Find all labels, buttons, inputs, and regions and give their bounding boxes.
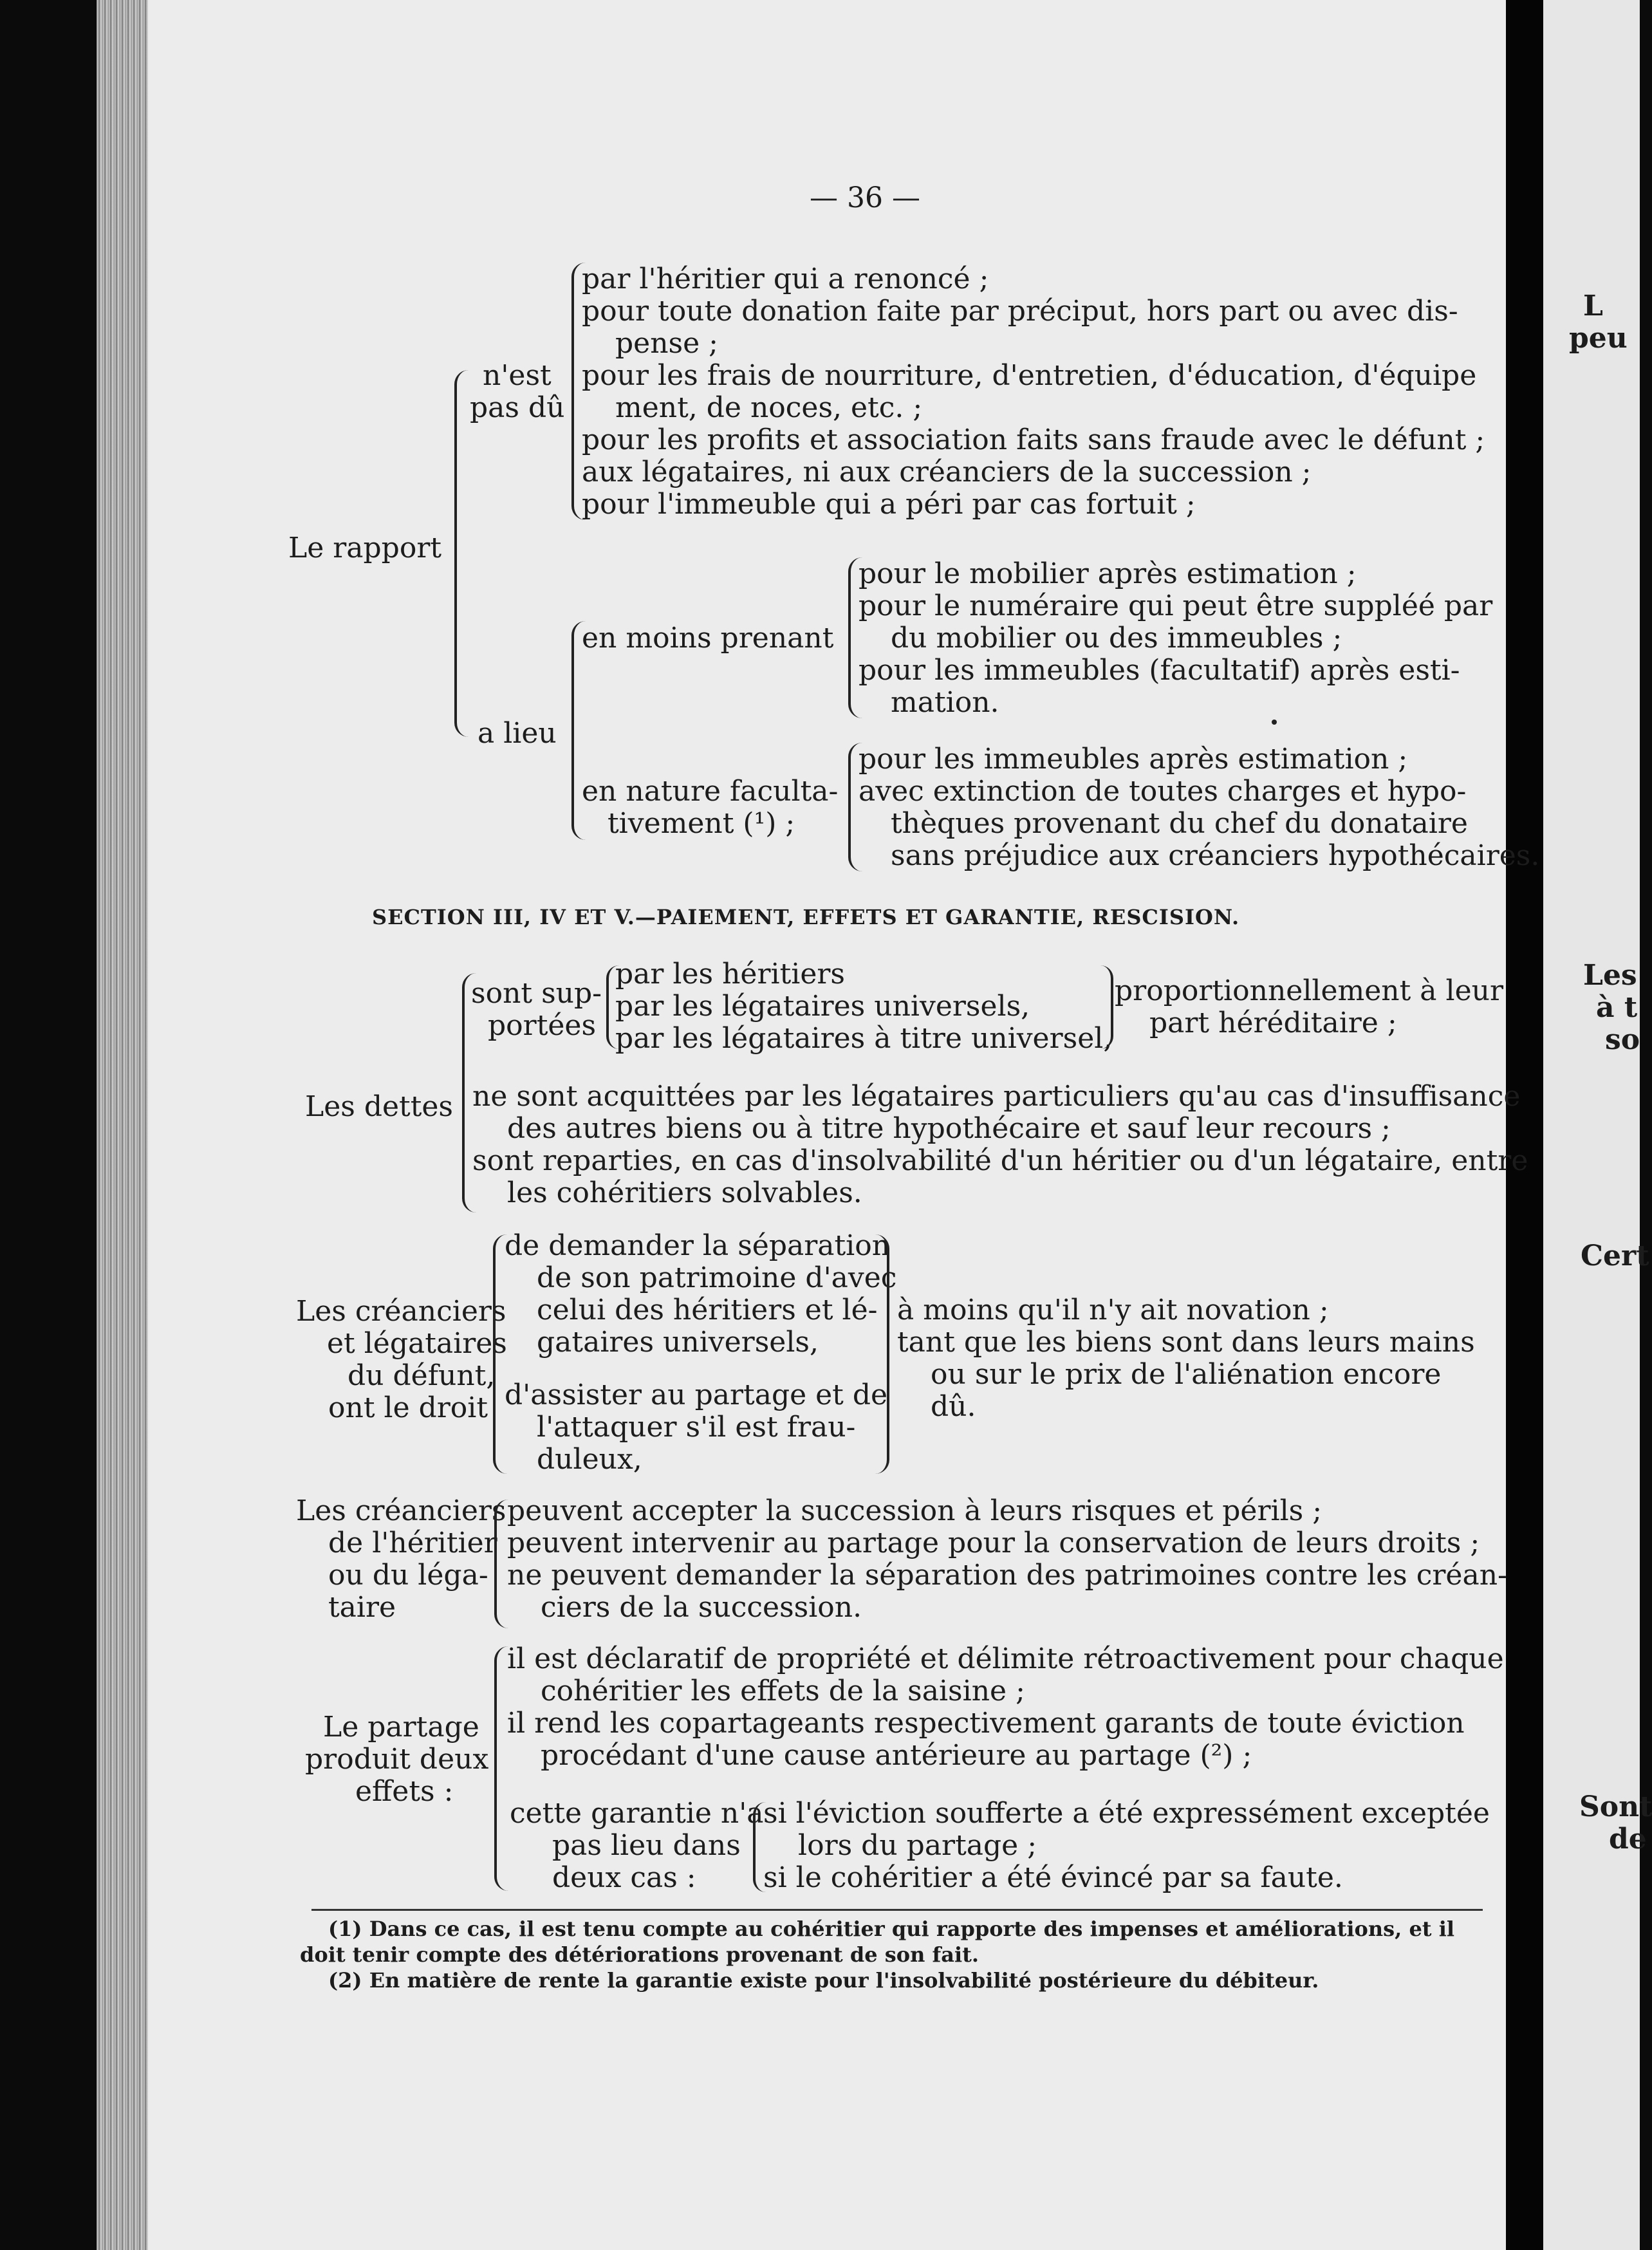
defunt-right: à moins qu'il n'y ait novation ; <box>897 1294 1329 1326</box>
rapport-item: ment, de noces, etc. ; <box>615 391 923 424</box>
garantie-label: cette garantie n'a <box>510 1797 764 1830</box>
heritier-line: peuvent accepter la succession à leurs risques et périls ; <box>507 1494 1323 1527</box>
facing-fragment: so <box>1605 1023 1640 1056</box>
partage-line: il est déclaratif de propriété et délimite rétroactivement pour chaque <box>507 1642 1504 1675</box>
facing-fragment: Les <box>1583 959 1637 992</box>
page-number: — 36 — <box>810 181 920 214</box>
a-lieu-label: a lieu <box>478 717 557 750</box>
partage-head: effets : <box>355 1775 454 1808</box>
footnote: doit tenir compte des détériorations provenant de son fait. <box>300 1942 979 1967</box>
partage-head: Le partage <box>323 1711 479 1743</box>
par-item: par les légataires universels, <box>615 990 1030 1023</box>
proportion-text: proportionnellement à leur <box>1115 974 1503 1007</box>
defunt-right: tant que les biens sont dans leurs mains <box>897 1326 1475 1359</box>
garantie-label: deux cas : <box>552 1861 696 1894</box>
en-nature-label-2: tivement (¹) ; <box>608 807 795 840</box>
moins-item: pour le numéraire qui peut être suppléé par <box>858 590 1493 622</box>
defunt-right: ou sur le prix de l'aliénation encore <box>931 1358 1442 1391</box>
rapport-item: pense ; <box>615 327 718 360</box>
rapport-item: aux légataires, ni aux créanciers de la succession ; <box>582 456 1312 488</box>
rapport-head: Le rapport <box>288 532 442 564</box>
page-stack-edge <box>97 0 148 2250</box>
garantie-label: pas lieu dans <box>552 1829 741 1862</box>
moins-prenant-label: en moins prenant <box>582 622 834 655</box>
heritier-line: peuvent intervenir au partage pour la conservation de leurs droits ; <box>507 1527 1480 1559</box>
facing-fragment: Sont <box>1579 1790 1652 1823</box>
cas-line: lors du partage ; <box>798 1829 1037 1862</box>
rapport-item: par l'héritier qui a renoncé ; <box>582 263 989 295</box>
moins-item: pour les immeubles (facultatif) après esti- <box>858 654 1460 687</box>
par-item: par les héritiers <box>615 958 845 990</box>
defunt-right: dû. <box>931 1390 976 1423</box>
ink-dot <box>1272 720 1277 725</box>
defunt-left: duleux, <box>537 1443 642 1476</box>
book-gutter <box>1506 0 1543 2250</box>
nature-item: sans préjudice aux créanciers hypothécaires. <box>891 839 1540 872</box>
section-title: SECTION III, IV ET V.—PAIEMENT, EFFETS ET GARANTIE, RESCISION. <box>372 905 1240 929</box>
creanciers-defunt-brace <box>493 1234 508 1474</box>
footnote-rule <box>311 1909 1483 1911</box>
defunt-left: celui des héritiers et lé- <box>537 1294 878 1326</box>
rapport-item: pour les profits et association faits sans fraude avec le défunt ; <box>582 423 1485 456</box>
facing-fragment: à t <box>1596 991 1638 1024</box>
defunt-left: de demander la séparation <box>505 1229 891 1262</box>
defunt-left: gataires universels, <box>537 1326 819 1359</box>
cas-line: si le cohéritier a été évincé par sa faute. <box>763 1861 1343 1894</box>
defunt-left: de son patrimoine d'avec <box>537 1261 897 1294</box>
dettes-head: Les dettes <box>305 1090 454 1123</box>
partage-line: cohéritier les effets de la saisine ; <box>541 1675 1025 1707</box>
moins-item: du mobilier ou des immeubles ; <box>891 622 1342 655</box>
moins-item: mation. <box>891 686 999 719</box>
footnote: (1) Dans ce cas, il est tenu compte au cohéritier qui rapporte des impenses et améliorations, et il <box>328 1917 1455 1941</box>
facing-fragment: L <box>1583 290 1603 322</box>
heritier-line: ciers de la succession. <box>541 1591 862 1624</box>
en-nature-label: en nature faculta- <box>582 775 839 808</box>
creanciers-heritier-head: Les créanciers <box>296 1494 506 1527</box>
partage-line: procédant d'une cause antérieure au partage (²) ; <box>541 1739 1252 1772</box>
partage-head: produit deux <box>305 1743 489 1776</box>
nature-item: pour les immeubles après estimation ; <box>858 743 1408 776</box>
proportion-text-2: part héréditaire ; <box>1149 1007 1397 1039</box>
defunt-left: d'assister au partage et de <box>505 1379 888 1411</box>
creanciers-defunt-head: Les créanciers <box>296 1295 506 1328</box>
footnote: (2) En matière de rente la garantie existe pour l'insolvabilité postérieure du débiteur. <box>328 1968 1319 1993</box>
rapport-item: pour les frais de nourriture, d'entretien, d'éducation, d'équipe <box>582 359 1477 392</box>
creanciers-heritier-head: ou du léga- <box>328 1559 488 1592</box>
moins-item: pour le mobilier après estimation ; <box>858 557 1357 590</box>
defunt-left: l'attaquer s'il est frau- <box>537 1411 856 1444</box>
partage-line: il rend les copartageants respectivement garants de toute éviction <box>507 1707 1465 1740</box>
creanciers-defunt-head: ont le droit <box>328 1391 488 1424</box>
creanciers-heritier-head: de l'héritier <box>328 1527 497 1559</box>
rapport-item: pour toute donation faite par préciput, hors part ou avec dis- <box>582 295 1458 328</box>
partage-brace <box>494 1646 510 1891</box>
par-brace-right <box>1100 965 1113 1049</box>
creanciers-defunt-head: du défunt, <box>348 1359 496 1392</box>
heritier-line: ne peuvent demander la séparation des patrimoines contre les créan- <box>507 1559 1507 1592</box>
facing-fragment: peu <box>1569 322 1628 355</box>
creanciers-defunt-head: et légataires <box>327 1327 507 1360</box>
supportees-label: sont sup- <box>471 977 602 1010</box>
creanciers-heritier-head: taire <box>328 1591 396 1624</box>
dettes-line: des autres biens ou à titre hypothécaire et sauf leur recours ; <box>507 1112 1391 1145</box>
dettes-line: les cohéritiers solvables. <box>507 1176 862 1209</box>
supportees-label-2: portées <box>488 1009 597 1042</box>
dettes-line: ne sont acquittées par les légataires particuliers qu'au cas d'insuffisance <box>472 1080 1521 1113</box>
dettes-line: sont reparties, en cas d'insolvabilité d'un héritier ou d'un légataire, entre <box>472 1144 1528 1177</box>
nature-item: avec extinction de toutes charges et hypo- <box>858 775 1467 808</box>
rapport-item: pour l'immeuble qui a péri par cas fortuit ; <box>582 488 1196 521</box>
nest-label: n'est <box>483 359 552 392</box>
facing-fragment: de <box>1609 1823 1647 1855</box>
cas-line: si l'éviction soufferte a été expressément exceptée <box>763 1797 1490 1830</box>
facing-fragment: Cert <box>1581 1240 1649 1272</box>
pas-du-label: pas dû <box>470 391 565 424</box>
nature-item: thèques provenant du chef du donataire <box>891 807 1468 840</box>
par-item: par les légataires à titre universel, <box>615 1022 1113 1055</box>
rapport-brace <box>454 370 472 737</box>
defunt-right-brace <box>875 1234 889 1474</box>
